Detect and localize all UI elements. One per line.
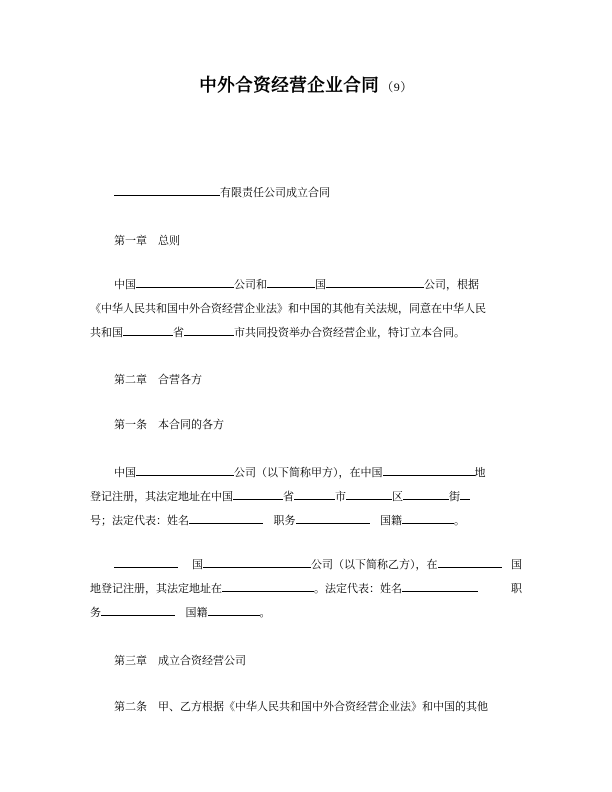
intro-china: 中国	[114, 278, 136, 291]
party-b-position-2: 务	[90, 606, 101, 619]
blank-company-name[interactable]	[114, 184, 220, 196]
blank-party-a-province[interactable]	[233, 488, 283, 500]
chapter-2-heading	[90, 368, 522, 392]
blank-party-a-number[interactable]	[460, 488, 470, 500]
blank-chinese-company[interactable]	[136, 276, 234, 288]
party-b-paragraph	[90, 553, 522, 625]
blank-party-a-street[interactable]	[403, 488, 449, 500]
blank-party-b-address[interactable]	[222, 580, 314, 592]
blank-party-a-position[interactable]	[296, 512, 370, 524]
blank-party-a-place[interactable]	[383, 464, 475, 476]
intro-republic: 共和国	[90, 326, 123, 339]
intro-line-1	[90, 273, 522, 297]
party-b-line-2	[90, 577, 522, 601]
party-a-paragraph	[90, 461, 522, 533]
party-a-street: 街	[449, 490, 460, 503]
blank-party-a-company[interactable]	[136, 464, 234, 476]
blank-province[interactable]	[123, 324, 173, 336]
blank-party-b-nationality[interactable]	[208, 604, 260, 616]
intro-line-2: 《中华人民共和国中外合资经营企业法》和中国的其他有关法规，同意在中华人民	[90, 302, 486, 315]
blank-party-a-district[interactable]	[346, 488, 392, 500]
party-b-company-abbr: 公司（以下简称乙方），在	[311, 558, 438, 571]
party-b-line-3	[90, 601, 522, 625]
party-a-period: 。	[454, 514, 465, 527]
party-b-country: 国	[192, 558, 203, 571]
party-b-line-1	[90, 553, 522, 577]
title-number: （9）	[381, 80, 413, 94]
chapter-3-heading	[90, 649, 522, 673]
article-1-text: 第一条 本合同的各方	[114, 418, 224, 431]
blank-party-b-country[interactable]	[114, 556, 178, 568]
blank-party-a-city[interactable]	[294, 488, 335, 500]
party-a-registered: 登记注册，其法定地址在中国	[90, 490, 233, 503]
party-a-company-abbr: 公司（以下简称甲方），在中国	[234, 466, 383, 479]
intro-paragraph	[90, 273, 522, 345]
article-2-line-1	[90, 695, 522, 719]
chapter-1-text: 第一章 总则	[114, 234, 180, 247]
intro-company-according: 公司，根据	[424, 278, 479, 291]
blank-party-b-register-country[interactable]	[438, 556, 502, 568]
blank-foreign-company[interactable]	[326, 276, 424, 288]
page-title	[0, 72, 612, 101]
article-2-text: 第二条 甲、乙方根据《中华人民共和国中外合资经营企业法》和中国的其他	[114, 700, 488, 713]
party-b-nationality: 国籍	[185, 606, 208, 619]
party-a-district: 区	[392, 490, 403, 503]
party-a-line-1	[90, 461, 522, 485]
party-a-city: 市	[335, 490, 346, 503]
party-a-line-2	[90, 485, 522, 509]
intro-city-joint: 市共同投资举办合资经营企业，特订立本合同。	[234, 326, 465, 339]
party-a-nationality: 国籍	[380, 514, 402, 527]
party-a-place: 地	[474, 466, 486, 479]
party-a-position: 职务	[273, 514, 296, 527]
chapter-3-text: 第三章 成立合资经营公司	[114, 654, 246, 667]
party-b-country2: 国	[511, 558, 522, 571]
intro-line-3	[90, 321, 522, 345]
party-a-line-3	[90, 509, 522, 533]
blank-city[interactable]	[184, 324, 234, 336]
blank-party-a-nationality[interactable]	[402, 512, 454, 524]
party-a-province: 省	[283, 490, 294, 503]
intro-company-and: 公司和	[234, 278, 267, 291]
intro-country: 国	[315, 278, 326, 291]
blank-party-b-rep-name[interactable]	[402, 580, 478, 592]
blank-party-b-company[interactable]	[203, 556, 311, 568]
blank-party-b-position[interactable]	[101, 604, 175, 616]
chapter-2-text: 第二章 合营各方	[114, 373, 202, 386]
article-2-paragraph	[90, 695, 522, 719]
party-b-registered: 地登记注册，其法定地址在	[90, 582, 222, 595]
party-b-position-1: 职	[511, 582, 522, 595]
contract-heading	[90, 181, 522, 205]
heading-suffix: 有限责任公司成立合同	[220, 186, 330, 199]
title-main: 中外合资经营企业合同	[199, 76, 380, 96]
party-b-rep: 。法定代表：姓名	[314, 582, 402, 595]
party-b-period: 。	[259, 606, 271, 619]
party-a-china: 中国	[114, 466, 136, 479]
party-a-number-rep: 号；法定代表：姓名	[90, 514, 189, 527]
chapter-1-heading	[90, 229, 522, 253]
blank-party-a-rep-name[interactable]	[189, 512, 263, 524]
article-1-heading	[90, 413, 522, 437]
blank-foreign-country[interactable]	[267, 276, 315, 288]
intro-province: 省	[173, 326, 184, 339]
